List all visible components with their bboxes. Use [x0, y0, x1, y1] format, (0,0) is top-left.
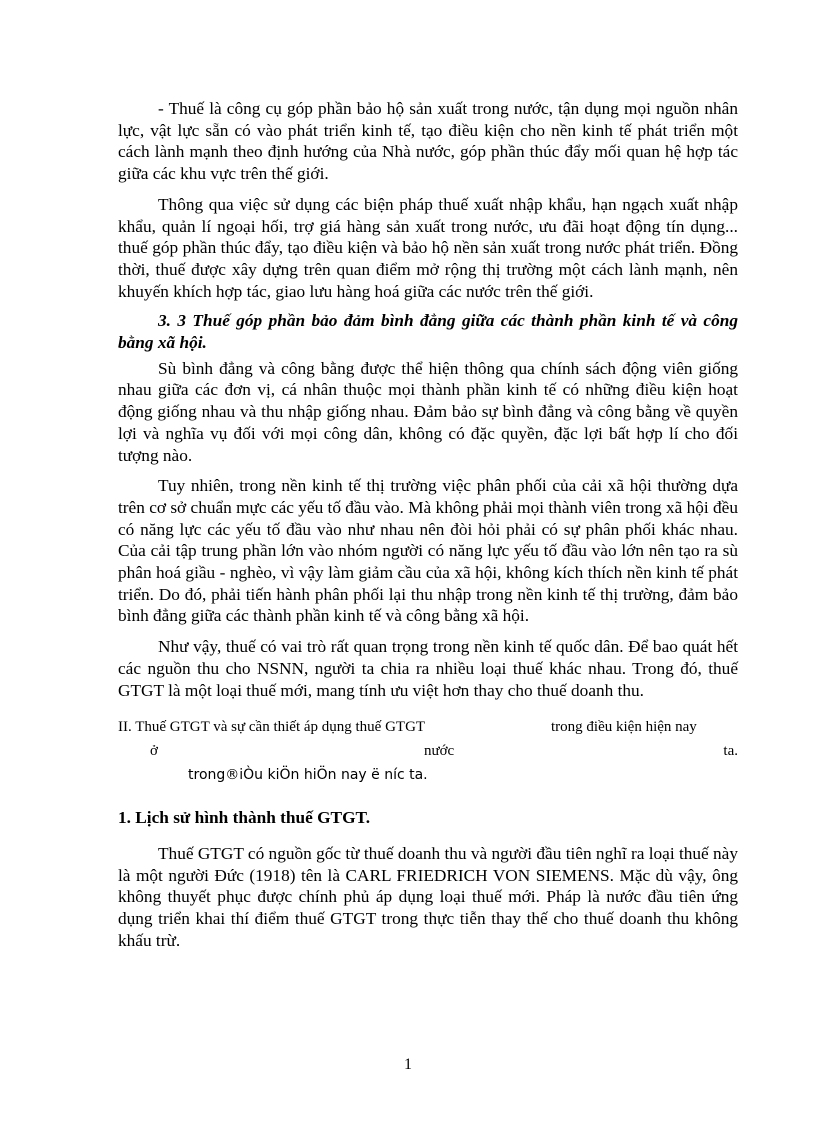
section-ii-garbled-line: trong®iÒu kiÖn hiÖn nay ë níc ta. [188, 767, 428, 784]
heading-section-1: 1. Lịch sử hình thành thuế GTGT. [118, 808, 371, 828]
paragraph-equality: Sù bình đẳng và công bằng được thể hiện thông qua chính sách động viên giống nhau giữa các đơn vị, cá nhân thuộc mọi thành phần kinh tế có những điều kiện hoạt động giống nhau và thu nhập giống nhau. Đảm bảo sự bình đẳng và công bằng về quyền lợi và nghĩa vụ đối với mọi công dân, không có đặc quyền, đặc lợi bất hợp lí cho đối tượng nào. [118, 358, 738, 465]
document-body [118, 98, 738, 952]
section-ii-word-nuoc: nước [424, 743, 455, 760]
heading-section-3-3: 3. 3 Thuế góp phần bảo đảm bình đẳng giữa các thành phần kinh tế và công bằng xã hội. [118, 311, 738, 353]
section-ii-word-ta: ta. [723, 743, 738, 760]
section-ii-title-part1: II. Thuế GTGT và sự cần thiết áp dụng thuế GTGT [118, 719, 426, 736]
section-ii-word-o: ở [150, 743, 158, 760]
page-number: 1 [404, 1056, 412, 1073]
section-ii-title-part2: trong điều kiện hiện nay [551, 719, 697, 736]
paragraph-vat-history: Thuế GTGT có nguồn gốc từ thuế doanh thu và người đầu tiên nghĩ ra loại thuế này là một người Đức (1918) tên là CARL FRIEDRICH VON SIEMENS. Mặc dù vậy, ông không thuyết phục được chính phủ áp dụng loại thuế mới. Pháp là nước đầu tiên ứng dụng triển khai thí điểm thuế GTGT trong thực tiễn thay thế cho thuế doanh thu không khấu trừ. [118, 843, 738, 950]
paragraph-distribution: Tuy nhiên, trong nền kinh tế thị trường việc phân phối của cải xã hội thường dựa trên cơ sở chuẩn mực các yếu tố đầu vào. Mà không phải mọi thành viên trong xã hội đều có năng lực các yếu tố đầu vào như nhau nên đòi hỏi phải có sự phân phối khác nhau. Của cải tập trung phần lớn vào nhóm người có năng lực yếu tố đầu vào lớn nên tạo ra sù phân hoá giầu - nghèo, vì vậy làm giảm cầu của xã hội, không kích thích nền kinh tế phát triển. Do đó, phải tiến hành phân phối lại thu nhập trong nền kinh tế thị trường, đảm bảo bình đẳng giữa các thành phần kinh tế và công bằng xã hội. [118, 476, 738, 626]
paragraph-summary: Như vậy, thuế có vai trò rất quan trọng trong nền kinh tế quốc dân. Để bao quát hết các nguồn thu cho NSNN, người ta chia ra nhiều loại thuế khác nhau. Trong đó, thuế GTGT là một loại thuế mới, mang tính ưu việt hơn thay cho thuế doanh thu. [118, 637, 738, 700]
paragraph-tax-protection: - Thuế là công cụ góp phần bảo hộ sản xuất trong nước, tận dụng mọi nguồn nhân lực, vật lực sẵn có vào phát triển kinh tế, tạo điều kiện cho nền kinh tế phát triển một cách lành mạnh theo định hướng của Nhà nước, góp phần thúc đẩy mối quan hệ hợp tác giữa các khu vực trên thế giới. [118, 99, 738, 184]
section-ii-heading [118, 719, 738, 789]
paragraph-import-export-measures: Thông qua việc sử dụng các biện pháp thuế xuất nhập khẩu, hạn ngạch xuất nhập khẩu, quản lí ngoại hối, trợ giá hàng sản xuất trong nước, ưu đãi hoạt động tín dụng... thuế góp phần thúc đẩy, tạo điều kiện và bảo hộ nền sản xuất trong nước phát triển. Đồng thời, thuế được xây dựng trên quan điểm mở rộng thị trường một cách lành mạnh, nên khuyến khích hợp tác, giao lưu hàng hoá giữa các nước trên thế giới. [118, 194, 738, 301]
